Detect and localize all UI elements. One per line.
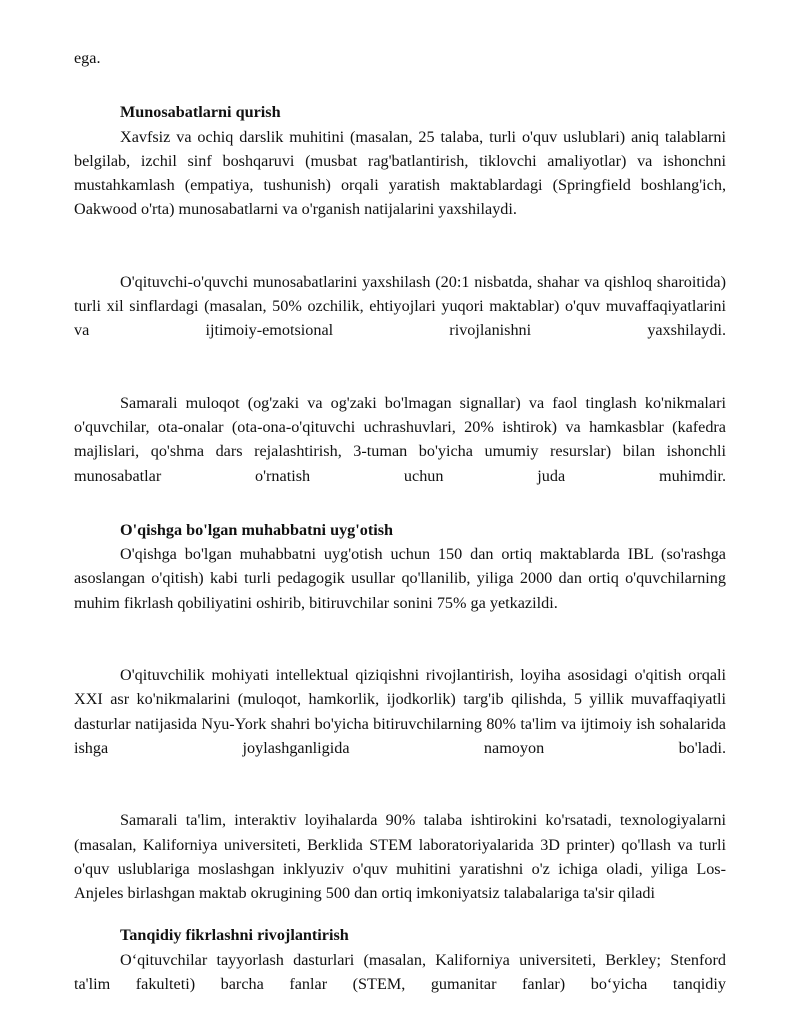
spacer: [74, 343, 726, 391]
spacer: [74, 488, 726, 518]
section-love-of-learning: [74, 518, 726, 906]
spacer: [74, 905, 726, 923]
paragraph: Samarali muloqot (og'zaki va og'zaki bo'lmagan signallar) va faol tinglash ko'nikmalari o'quvchilar, ota-onalar (ota-ona-o'qituvchi uchrashuvlari, 20% ishtirok) va hamkasblar (kafedra majlislari, qo'shma dars rejalashtirish, 3-tuman bo'yicha umumiy resurslar) bilan ishonchli munosabatlar o'rnatish uchun juda muhimdir.: [74, 393, 726, 485]
paragraph: Xavfsiz va ochiq darslik muhitini (masalan, 25 talaba, turli o'quv uslublari) aniq talablarni belgilab, izchil sinf boshqaruvi (musbat rag'batlantirish, tiklovchi amaliyotlar) va ishonchni mustahkamlash (empatiya, tushunish) orqali yaratish maktablardagi (Springfield boshlang'ich, Oakwood o'rta) munosabatlarni va o'rganish natijalarini yaxshilaydi.: [74, 127, 726, 219]
spacer: [74, 615, 726, 663]
paragraph: O'qishga bo'lgan muhabbatni uyg'otish uchun 150 dan ortiq maktablarda IBL (so'rashga asoslangan o'qitish) kabi turli pedagogik usullar qo'llanilib, yiliga 2000 dan ortiq o'quvchilarning muhim fikrlash qobiliyatini oshirib, bitiruvchilar sonini 75% ga yetkazildi.: [74, 545, 726, 612]
section-critical-thinking: [74, 923, 726, 996]
section-building-relationships: [74, 100, 726, 488]
paragraph: O‘qituvchilar tayyorlash dasturlari (masalan, Kaliforniya universiteti, Berkley; Stenford ta'lim fakulteti) barcha fanlar (STEM, gumanitar fanlar) bo‘yicha tanqidiy: [74, 950, 726, 994]
paragraph: Samarali ta'lim, interaktiv loyihalarda 90% talaba ishtirokini ko'rsatadi, texnologiyalarni (masalan, Kaliforniya universiteti, Berklida STEM laboratoriyalarida 3D printer) qo'llash va turli o'quv uslublariga moslashgan inklyuziv o'quv muhitini yaratishni o'z ichiga oladi, yiliga Los-Anjeles birlashgan maktab okrugining 500 dan ortiq imkoniyatsiz talabalariga ta'sir qiladi: [74, 811, 726, 903]
intro-fragment: ega.: [74, 49, 101, 67]
section-heading: O'qishga bo'lgan muhabbatni uyg'otish: [120, 520, 394, 539]
spacer: [74, 760, 726, 808]
paragraph: O'qituvchi-o'quvchi munosabatlarini yaxshilash (20:1 nisbatda, shahar va qishloq sharoitida) turli xil sinflardagi (masalan, 50% ozchilik, ehtiyojlari yuqori maktablar) o'quv muvaffaqiyatlarini va ijtimoiy-emotsional rivojlanishni yaxshilaydi.: [74, 272, 726, 340]
spacer: [74, 70, 726, 100]
document-page: [74, 46, 726, 996]
section-heading: Tanqidiy fikrlashni rivojlantirish: [120, 926, 349, 945]
paragraph: O'qituvchilik mohiyati intellektual qiziqishni rivojlantirish, loyiha asosidagi o'qitish orqali XXI asr ko'nikmalarini (muloqot, hamkorlik, ijodkorlik) targ'ib qilishda, 5 yillik muvaffaqiyatli dasturlar natijasida Nyu-York shahri bo'yicha bitiruvchilarning 80% ta'lim va ijtimoiy ish sohalarida ishga joylashganligida namoyon bo'ladi.: [74, 666, 726, 757]
section-heading: Munosabatlarni qurish: [120, 103, 281, 122]
spacer: [74, 222, 726, 270]
